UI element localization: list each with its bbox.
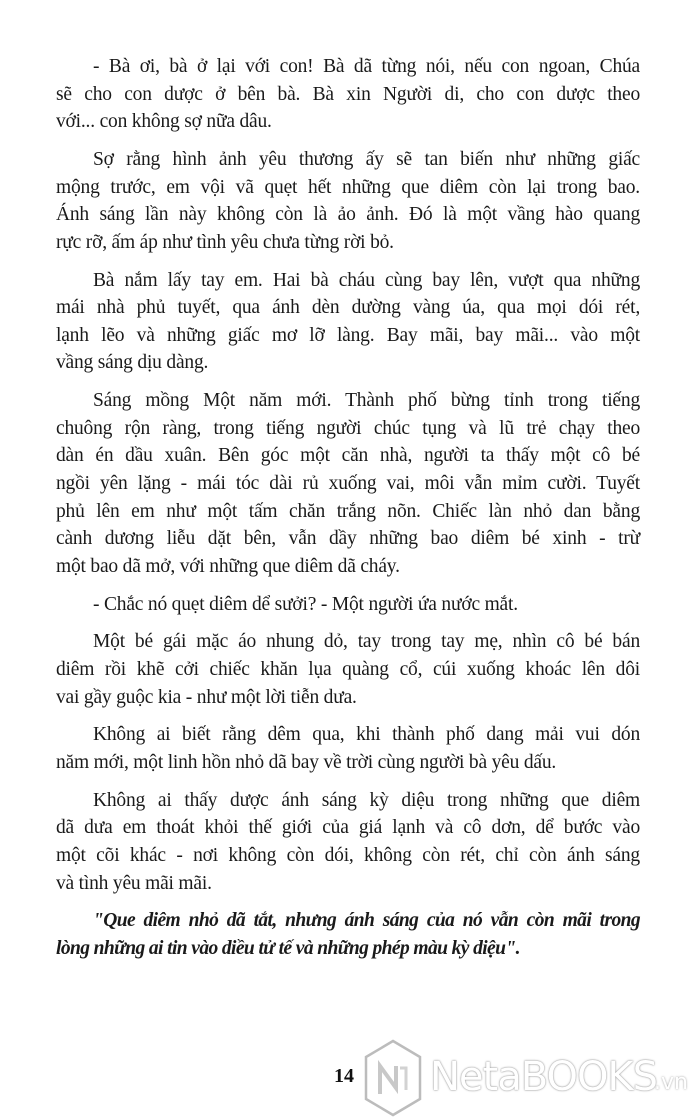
text-line: diêm rồi khẽ cởi chiếc khăn lụa quàng cổ, cúi xuống khoác lên dôi: [56, 659, 640, 680]
text-line: chuông rộn ràng, trong tiếng người chúc tụng và lũ trẻ chạy theo: [56, 417, 640, 439]
text-line: với... con không sợ nữa dâu.: [56, 111, 272, 133]
watermark-logo: [362, 1038, 697, 1118]
text-line: - Bà ơi, bà ở lại với con! Bà dã từng nói, nếu con ngoan, Chúa: [93, 56, 640, 77]
page-number: 14: [334, 1065, 354, 1087]
text-line: một cõi khác - nơi không còn dói, không còn rét, chỉ còn ánh sáng: [56, 845, 640, 866]
text-line: Sợ rằng hình ảnh yêu thương ấy sẽ tan biến như những giấc: [93, 149, 640, 170]
text-line: dã dưa em thoát khỏi thế giới của giá lạnh và cô dơn, dể bước vào: [56, 817, 640, 839]
text-line: Ánh sáng lần này không còn là ảo ảnh. Đó là một vầng hào quang: [56, 204, 640, 226]
watermark-brand: NetaBOOKS: [430, 1054, 658, 1100]
text-line: vai gầy guộc kia - như một lời tiễn dưa.: [56, 686, 357, 708]
text-line: mái nhà phủ tuyết, qua ánh dèn dường vàng úa, qua mọi dói rét,: [56, 297, 640, 319]
text-line: Không ai thấy dược ánh sáng kỳ diệu trong những que diêm: [93, 789, 640, 811]
text-line: rực rỡ, ấm áp như tình yêu chưa từng rời bỏ.: [56, 231, 394, 253]
text-line: cành dương liễu dặt bên, vẫn dầy những bao diêm bé xinh - trừ: [56, 528, 640, 550]
watermark-suffix: .vn: [654, 1070, 688, 1095]
text-line: và tình yêu mãi mãi.: [56, 872, 212, 894]
text-line: ngồi yên lặng - mái tóc dài rủ xuống vai, môi vẫn mỉm cười. Tuyết: [56, 473, 640, 494]
text-line: Sáng mồng Một năm mới. Thành phố bừng tỉnh trong tiếng: [93, 390, 640, 412]
text-line: lạnh lẽo và những giấc mơ lỡ làng. Bay mãi, bay mãi... vào một: [56, 324, 640, 346]
text-line: một bao dã mở, với những que diêm dã cháy.: [56, 555, 400, 577]
text-line: Không ai biết rằng dêm qua, khi thành phố dang mải vui dón: [93, 724, 640, 746]
text-line: phủ lên em như một tấm chăn trắng nõn. Chiếc làn nhỏ dan bằng: [56, 500, 640, 522]
netabooks-hexagon-icon: [362, 1038, 424, 1118]
text-line: sẽ cho con dược ở bên bà. Bà xin Người di, cho con dược theo: [56, 83, 640, 105]
text-line: mộng trước, em vội vã quẹt hết những que diêm còn lại trong bao.: [56, 176, 640, 198]
text-line: "Que diêm nhỏ dã tắt, nhưng ánh sáng của nó vẫn còn mãi trong: [93, 910, 640, 932]
text-line: Một bé gái mặc áo nhung dỏ, tay trong tay mẹ, nhìn cô bé bán: [93, 631, 640, 653]
text-line: dàn én dầu xuân. Bên góc một căn nhà, người ta thấy một cô bé: [56, 445, 640, 467]
text-line: năm mới, một linh hồn nhỏ dã bay về trời cùng người bà yêu dấu.: [56, 752, 557, 773]
text-line: lòng những ai tin vào diều tử tế và những phép màu kỳ diệu".: [56, 938, 520, 959]
text-line: vầng sáng dịu dàng.: [56, 352, 209, 374]
text-line: Bà nắm lấy tay em. Hai bà cháu cùng bay lên, vượt qua những: [93, 269, 640, 291]
text-line: - Chắc nó quẹt diêm dể sưởi? - Một người ứa nước mắt.: [93, 593, 518, 615]
